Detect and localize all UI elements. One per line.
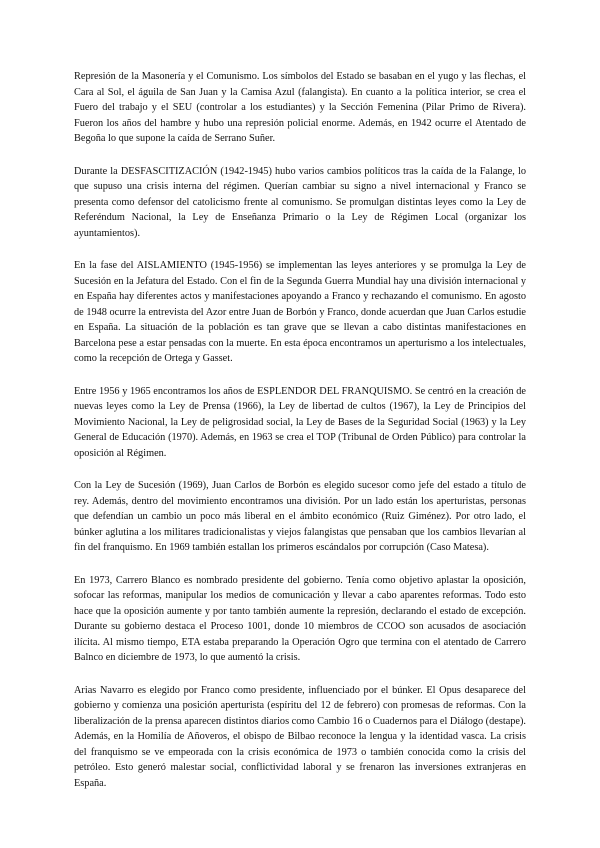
paragraph-desfascitizacion: Durante la DESFASCITIZACIÓN (1942-1945) hubo varios cambios políticos tras la caída de la Falange, lo que supuso una crisis interna del régimen. Querían cambiar su signo a nivel internacional y Franco se presenta como defensor del catolicismo frente al comunismo. Se promulgan distintas leyes como la Ley de Referéndum Nacional, la Ley de Enseñanza Primario o la Ley de Régimen Local (organizar los ayuntamientos). <box>74 165 526 239</box>
paragraph-represion: Represión de la Masonería y el Comunismo. Los símbolos del Estado se basaban en el yugo y las flechas, el Cara al Sol, el águila de San Juan y la Camisa Azul (falangista). En cuanto a la política interior, se crea el Fuero del trabajo y el SEU (controlar a los estudiantes) y la Sección Femenina (Pilar Primo de Rivera). Fueron los años del hambre y hubo una represión policial enorme. Además, en 1942 ocurre el Atentado de Begoña lo que supone la caída de Serrano Suñer. <box>74 71 526 144</box>
paragraph-aislamiento: En la fase del AISLAMIENTO (1945-1956) se implementan las leyes anteriores y se promulga la Ley de Sucesión en la Jefatura del Estado. Con el fin de la Segunda Guerra Mundial hay una división internacional y en España hay diferentes actos y manifestaciones apoyando a Franco y rechazando el comunismo. En agosto de 1948 ocurre la entrevista del Azor entre Juan de Borbón y Franco, donde acuerdan que Juan Carlos estudie en España. La situación de la población es tan grave que se llevan a cabo distintas manifestaciones en Barcelona pese a estar pensadas con la muerte. En esta época encontramos un aperturismo a los intelectuales, como la recepción de Ortega y Gasset. <box>74 260 526 364</box>
document-body <box>74 69 526 808</box>
paragraph-arias-navarro: Arias Navarro es elegido por Franco como presidente, influenciado por el búnker. El Opus desaparece del gobierno y comienza una posición aperturista (espíritu del 12 de febrero) con promesas de reformas. Con la liberalización de la prensa aparecen distintos diarios como Cambio 16 o Cuadernos para el Diálogo (destape). Además, en la Homilía de Añoveros, el obispo de Bilbao reconoce la lengua y la identidad vasca. La crisis del franquismo se ve empeorada con la crisis económica de 1973 o también conocida como la crisis del petróleo. Esto generó malestar social, conflictividad laboral y se frenaron las inversiones extranjeras en España. <box>74 684 526 789</box>
paragraph-ley-sucesion: Con la Ley de Sucesión (1969), Juan Carlos de Borbón es elegido sucesor como jefe del estado a título de rey. Además, dentro del movimiento encontramos una división. Por un lado están los aperturistas, personas que defendían un cambio un poco más liberal en el ámbito económico (Ruiz Giménez). Por otro lado, el búnker aglutina a los militares tradicionalistas y viejos falangistas que pensaban que los cambios llevarían al fin del franquismo. En 1969 también estallan los primeros escándalos por corrupción (Caso Matesa). <box>74 480 526 553</box>
paragraph-carrero-blanco: En 1973, Carrero Blanco es nombrado presidente del gobierno. Tenía como objetivo aplastar la oposición, sofocar las reformas, manipular los medios de comunicación y llevar a cabo aparentes reformas. Todo esto hace que la oposición aumente y por tanto también aumente la represión, declarando el estado de excepción. Durante su gobierno destaca el Proceso 1001, donde 10 miembros de CCOO son acusados de asociación ilícita. Al mismo tiempo, ETA estaba preparando la Operación Ogro que termina con el atentado de Carrero Balnco en diciembre de 1973, lo que aumentó la crisis. <box>74 574 526 663</box>
paragraph-esplendor: Entre 1956 y 1965 encontramos los años de ESPLENDOR DEL FRANQUISMO. Se centró en la creación de nuevas leyes como la Ley de Prensa (1966), la Ley de libertad de cultos (1967), la Ley de Principios del Movimiento Nacional, la Ley de peligrosidad social, la Ley de Bases de la Seguridad Social (1963) y la Ley General de Educación (1970). Además, en 1963 se crea el TOP (Tribunal de Orden Público) para controlar la oposición al Régimen. <box>74 385 526 459</box>
